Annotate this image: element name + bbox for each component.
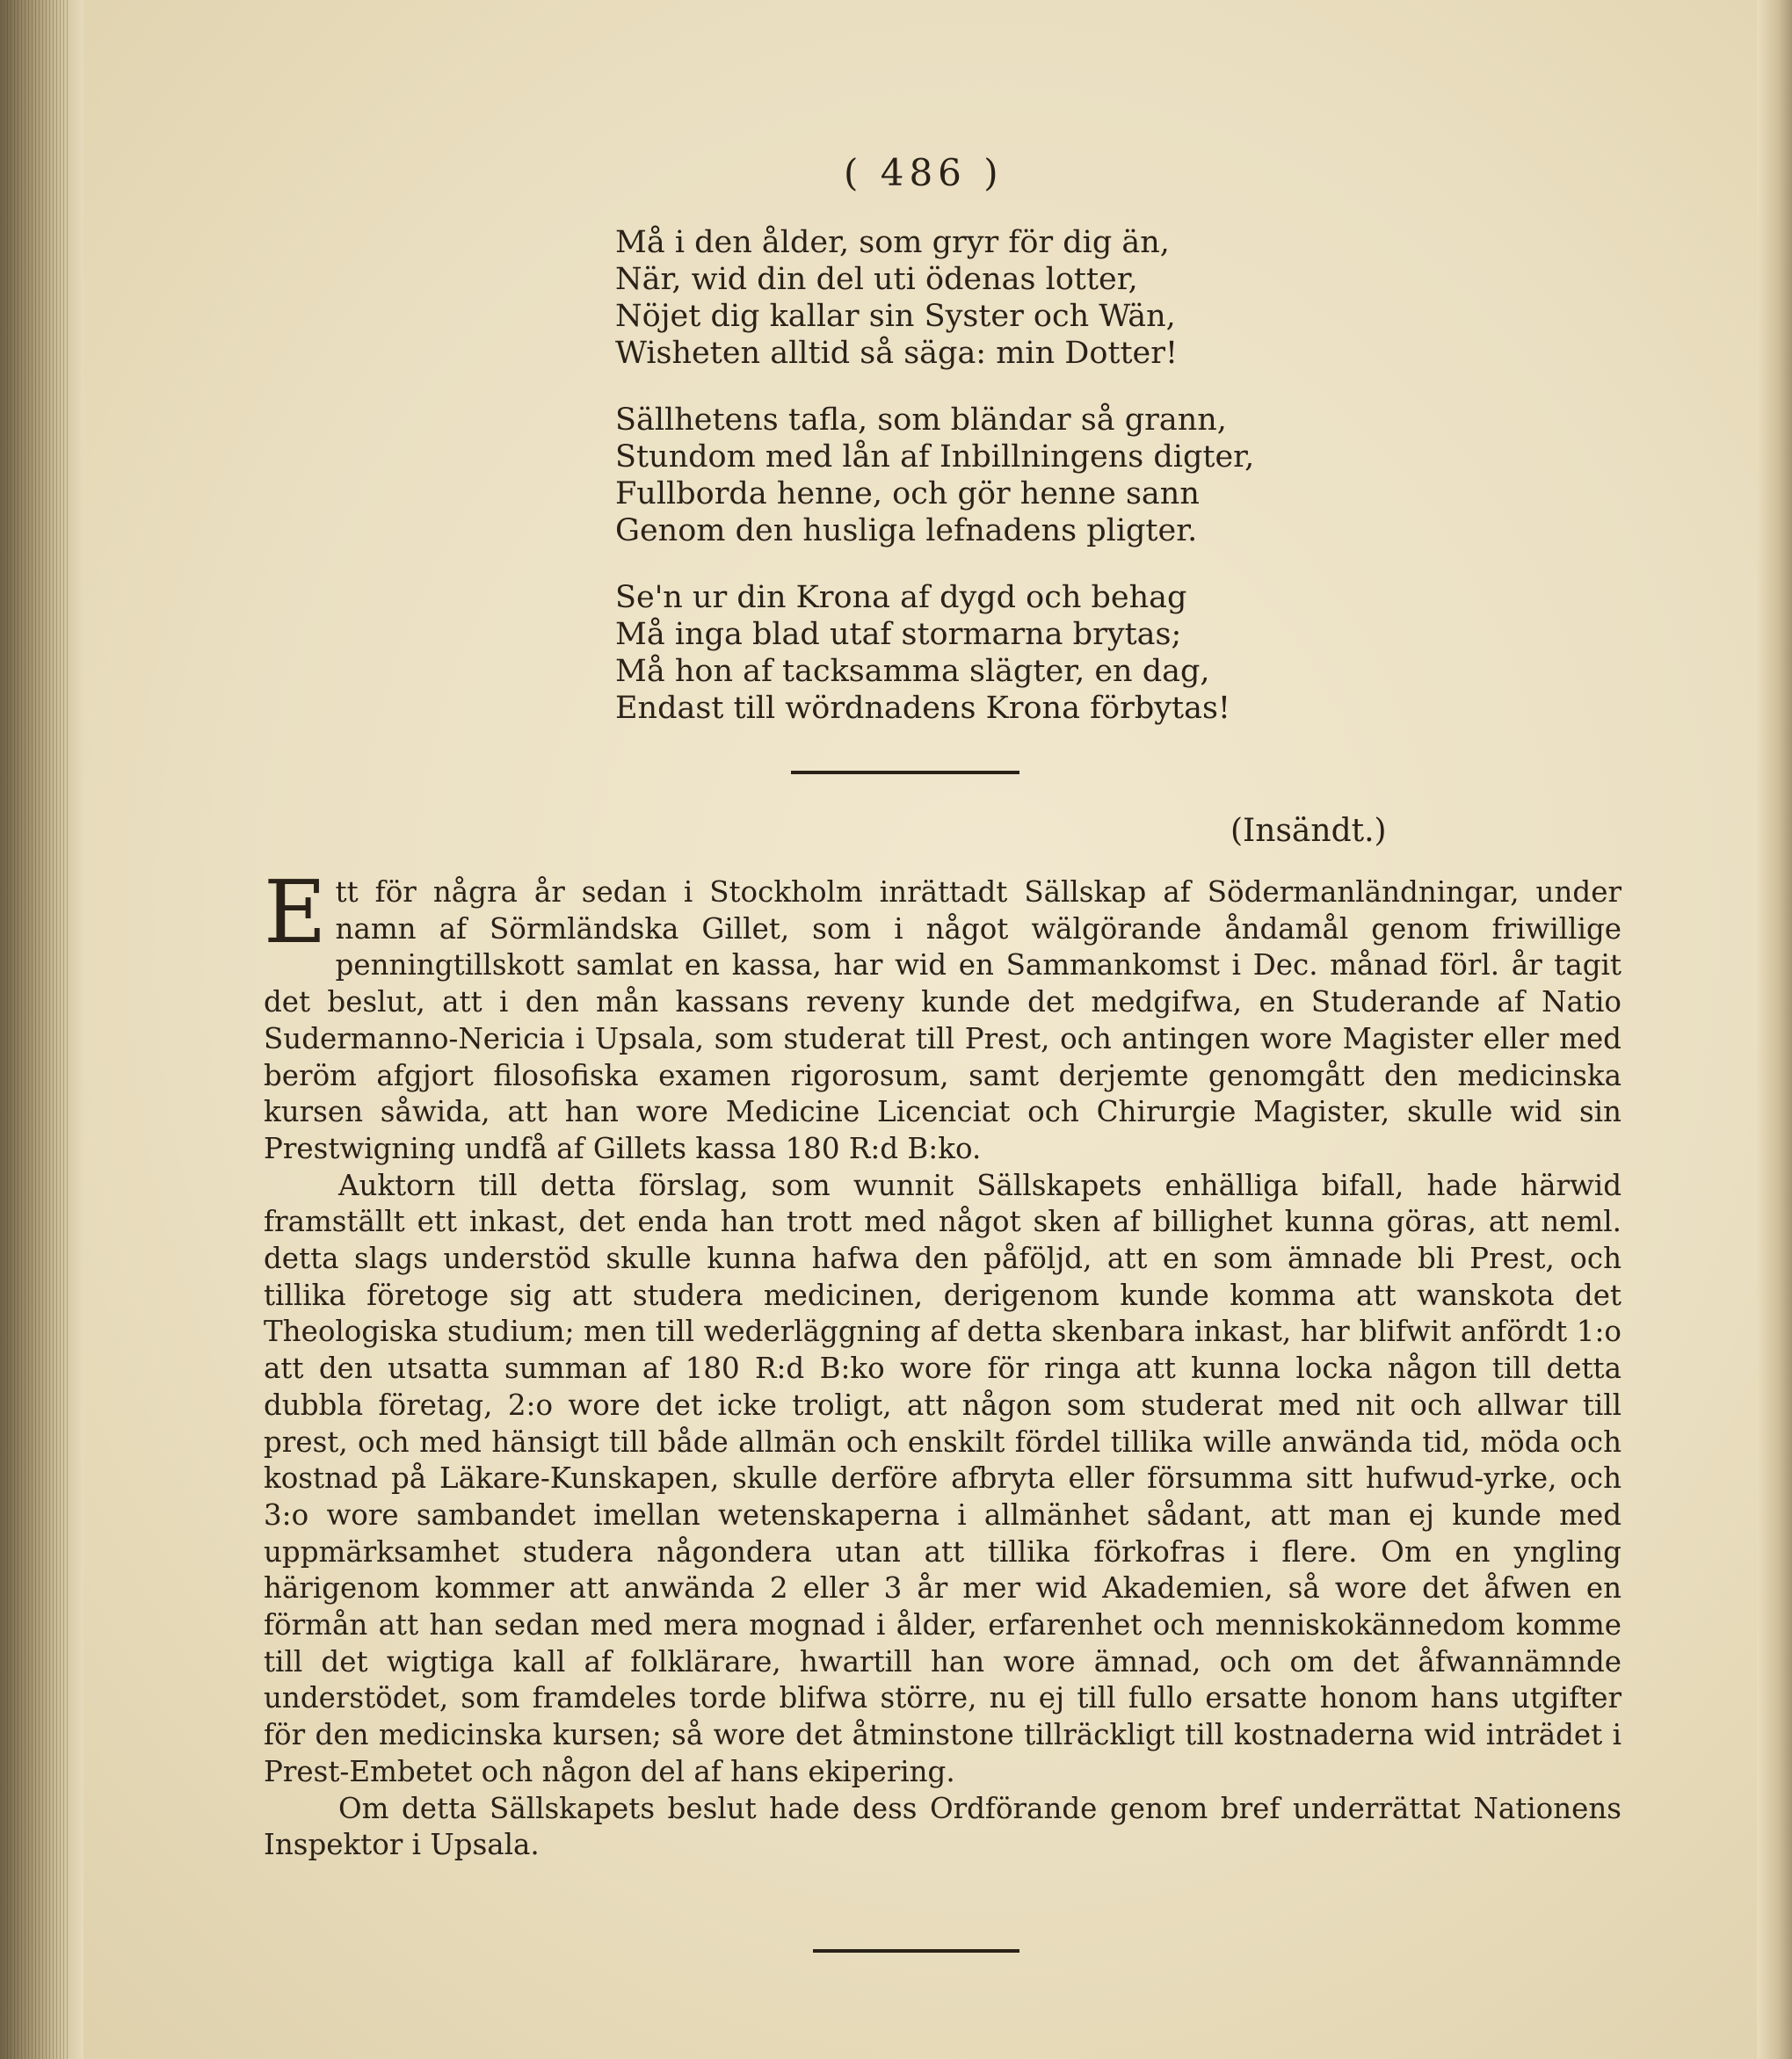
paragraph: Ett för några år sedan i Stockholm inrättadt Sällskap af Södermanländningar, under namn af Sörmländska Gillet, som i något wälgörande åndamål genom friwillige penningtillskott samlat en kassa, har wid en Sammankomst i Dec. månad förl. år tagit det beslut, att i den mån kassans reveny kunde det medgifwa, en Studerande af Natio Sudermanno-Nericia i Upsala, som studerat till Prest, och antingen wore Magister eller med beröm afgjort filosofiska examen rigorosum, samt derjemte genomgått den medicinska kursen såwida, att han wore Medicine Licenciat och Chirurgie Magister, skulle wid sin Prestwigning undfå af Gillets kassa 180 R:d B:ko. xyxy=(264,863,1622,1165)
poem-line: Nöjet dig kallar sin Syster och Wän, xyxy=(615,299,1176,334)
poem-stanza-3 xyxy=(615,579,1318,727)
poem-line: Må inga blad utaf stormarna brytas; xyxy=(615,617,1182,652)
paragraph: Om detta Sällskapets beslut hade dess Ordförande genom bref underrättat Nationens Inspektor i Upsala. xyxy=(264,1791,1622,1862)
book-gutter xyxy=(0,0,83,2059)
poem xyxy=(615,224,1318,757)
poem-line: Fullborda henne, och gör henne sann xyxy=(615,476,1200,511)
poem-line: Genom den husliga lefnadens pligter. xyxy=(615,513,1198,548)
poem-stanza-1 xyxy=(615,224,1318,372)
paragraph: Auktorn till detta förslag, som wunnit Sällskapets enhälliga bifall, hade härwid framställt ett inkast, det enda han trott med något sken af billighet kunna göras, att neml. detta slags understöd skulle kunna hafwa den påföljd, att en som ämnade bli Prest, och tillika företoge sig att studera medicinen, derigenom kunde komma att wanskota det Theologiska studium; men till wederläggning af detta skenbara inkast, har blifwit anfördt 1:o att den utsatta summan af 180 R:d B:ko wore för ringa att kunna locka någon till detta dubbla företag, 2:o wore det icke troligt, att någon som studerat med nit och allwar till prest, och med hänsigt till både allmän och enskilt fördel tillika wille anwända tid, möda och kostnad på Läkare-Kunskapen, skulle derföre afbryta eller försumma sitt hufwud-yrke, och 3:o wore sambandet imellan wetenskaperna i allmänhet sådant, att man ej kunde med uppmärksamhet studera någondera utan att tillika förkofras i flere. Om en yngling härigenom kommer att anwända 2 eller 3 år mer wid Akademien, så wore det åfwen en förmån att han sedan med mera mognad i ålder, erfarenhet och menniskokännedom komme till det wigtiga kall af folklärare, hwartill han wore ämnad, och om det åfwannämnde understödet, som framdeles torde blifwa större, nu ej till fullo ersatte honom hans utgifter för den medicinska kursen; så wore det åtminstone tillräckligt till kostnaderna wid inträdet i Prest-Embetet och någon del af hans ekipering. xyxy=(264,1168,1622,1788)
poem-line: Se'n ur din Krona af dygd och behag xyxy=(615,580,1187,615)
article-body xyxy=(264,863,1622,1864)
poem-line: Sällhetens tafla, som bländar så grann, xyxy=(615,402,1227,438)
end-divider xyxy=(813,1949,1019,1953)
attribution: (Insändt.) xyxy=(1230,813,1387,849)
page-number: ( 486 ) xyxy=(844,151,1004,194)
poem-line: Stundom med lån af Inbillningens digter, xyxy=(615,439,1255,475)
poem-stanza-2 xyxy=(615,402,1318,549)
poem-line: När, wid din del uti ödenas lotter, xyxy=(615,262,1138,297)
page-edges xyxy=(7,0,69,2059)
poem-line: Må hon af tacksamma slägter, en dag, xyxy=(615,654,1210,689)
poem-line: Endast till wördnadens Krona förbytas! xyxy=(615,691,1230,726)
poem-line: Wisheten alltid så säga: min Dotter! xyxy=(615,336,1179,371)
poem-line: Må i den ålder, som gryr för dig än, xyxy=(615,225,1170,260)
section-divider xyxy=(791,771,1019,774)
page-right-edge xyxy=(1757,0,1792,2059)
